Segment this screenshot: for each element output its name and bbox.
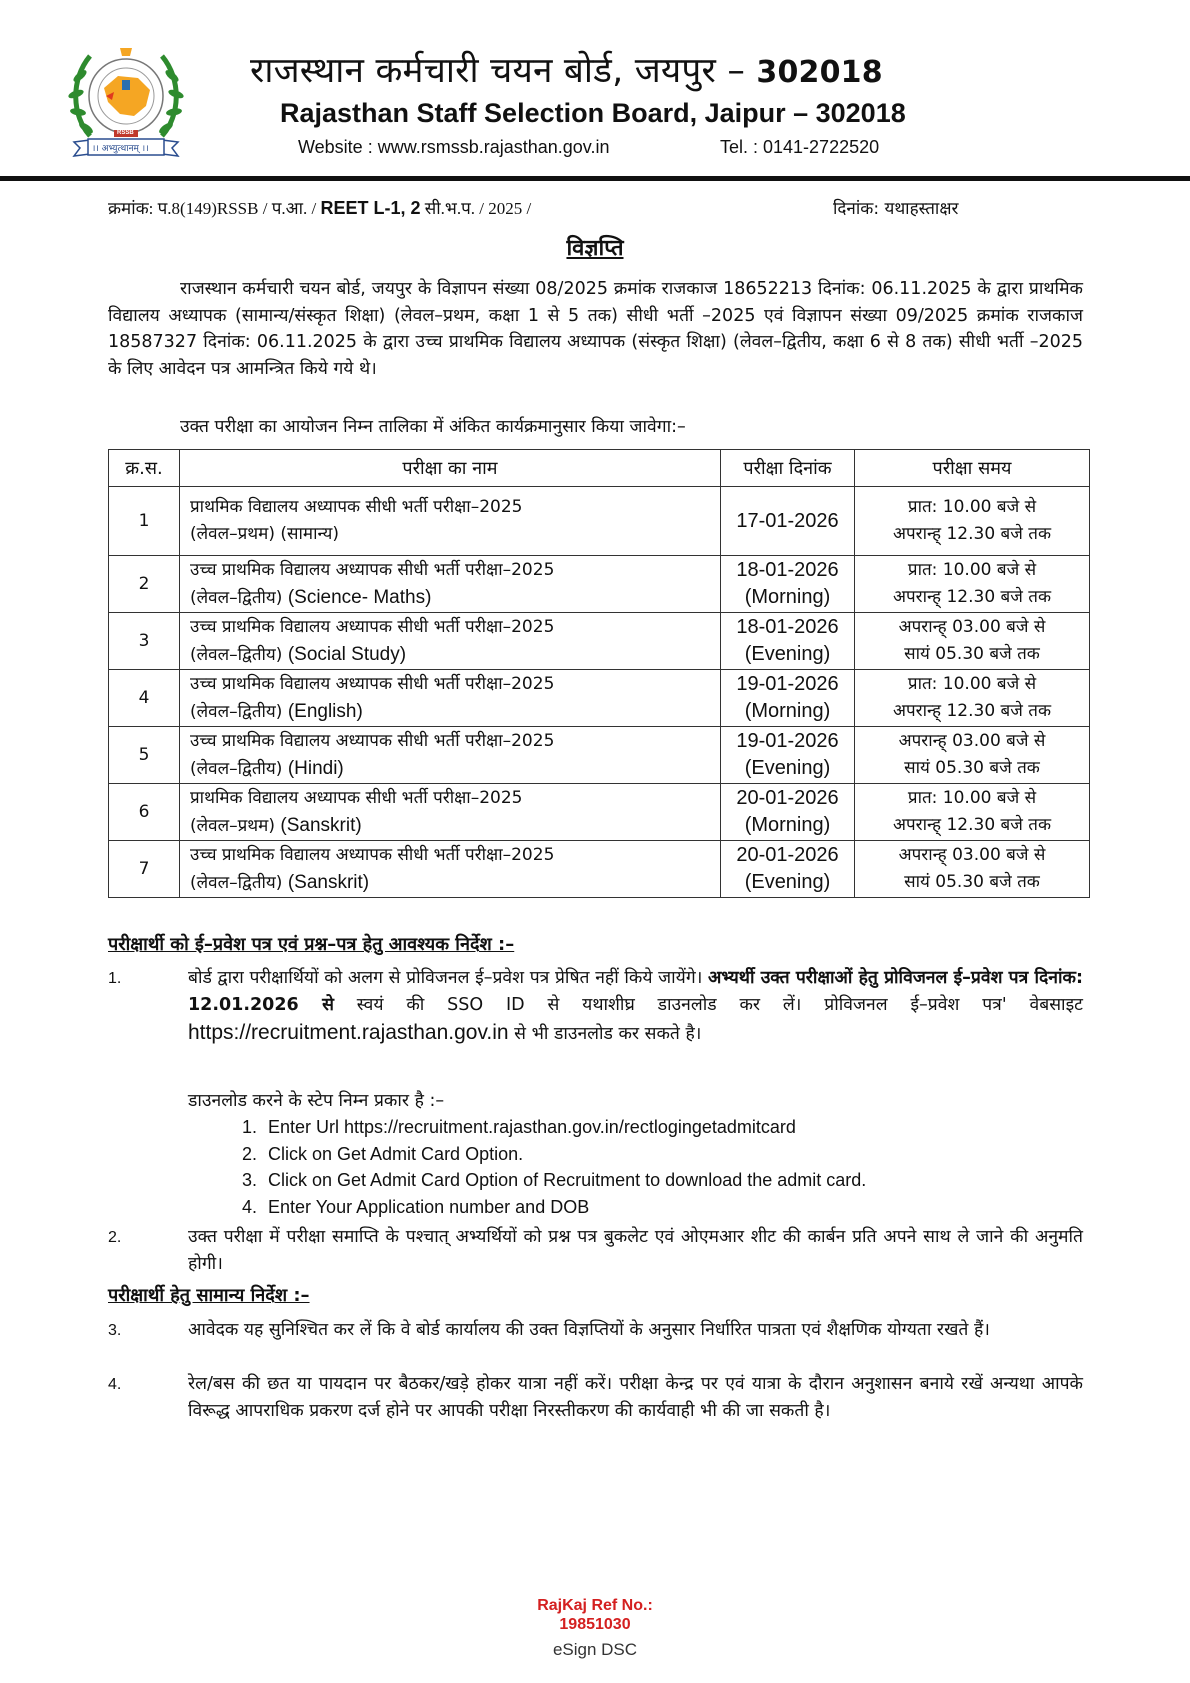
instruction-item-2 bbox=[108, 1224, 1083, 1278]
cell-serial: 6 bbox=[109, 784, 180, 841]
exam-name-detail bbox=[190, 584, 710, 612]
exam-date: 20-01-2026 bbox=[736, 787, 839, 809]
exam-name-detail bbox=[190, 812, 710, 840]
item-text: उक्त परीक्षा में परीक्षा समाप्ति के पश्चात् अभ्यर्थियों को प्रश्न पत्र बुकलेट एवं ओएमआर शीट की कार्बन प्रति अपने साथ ले जाने की अनुमति होगी। bbox=[188, 1227, 1083, 1274]
exam-time-end: अपरान्ह् 12.30 बजे तक bbox=[892, 701, 1052, 721]
table-row bbox=[109, 670, 1090, 727]
cell-exam-date bbox=[721, 727, 855, 784]
table-row bbox=[109, 613, 1090, 670]
download-step: 4. Enter Your Application number and DOB bbox=[262, 1194, 866, 1221]
header-exam-time: परीक्षा समय bbox=[855, 450, 1090, 487]
cell-exam-time bbox=[855, 727, 1090, 784]
exam-date: 19-01-2026 bbox=[736, 673, 839, 695]
cell-serial: 7 bbox=[109, 841, 180, 898]
cell-exam-name bbox=[180, 613, 721, 670]
table-header-row bbox=[109, 450, 1090, 487]
exam-name-detail bbox=[190, 521, 710, 548]
cell-exam-name bbox=[180, 487, 721, 556]
exam-name-line: उच्च प्राथमिक विद्यालय अध्यापक सीधी भर्ती परीक्षा–2025 bbox=[190, 844, 555, 865]
exam-time-start: अपरान्ह् 03.00 बजे से bbox=[898, 617, 1046, 637]
rajkaj-ref-label: RajKaj Ref No.: bbox=[537, 1597, 653, 1614]
item-number: 4. bbox=[108, 1376, 122, 1393]
exam-date: 20-01-2026 bbox=[736, 844, 839, 866]
exam-subject: (सामान्य) bbox=[280, 524, 339, 544]
schedule-intro: उक्त परीक्षा का आयोजन निम्न तालिका में अंकित कार्यक्रमानुसार किया जावेगा:– bbox=[180, 417, 686, 437]
general-instructions-heading: परीक्षार्थी हेतु सामान्य निर्देश :– bbox=[108, 1285, 310, 1306]
exam-subject: (Hindi) bbox=[287, 757, 344, 779]
exam-time-end: अपरान्ह् 12.30 बजे तक bbox=[892, 815, 1052, 835]
exam-level: (लेवल–द्वितीय) bbox=[190, 587, 283, 608]
board-pincode: 302018 bbox=[756, 55, 883, 90]
exam-name-line: उच्च प्राथमिक विद्यालय अध्यापक सीधी भर्ती परीक्षा–2025 bbox=[190, 616, 555, 637]
item1-text-a: बोर्ड द्वारा परीक्षार्थियों को अलग से प्रोविजनल ई–प्रवेश पत्र प्रेषित नहीं किये जायेंगे। bbox=[188, 968, 708, 988]
exam-name-line: उच्च प्राथमिक विद्यालय अध्यापक सीधी भर्ती परीक्षा–2025 bbox=[190, 559, 555, 580]
item-text bbox=[188, 965, 1083, 1048]
item1-text-c: से भी डाउनलोड कर सकते है। bbox=[508, 1024, 702, 1044]
logo-badge: RSSB bbox=[117, 130, 134, 136]
exam-subject: (English) bbox=[287, 700, 363, 722]
exam-schedule-table bbox=[108, 449, 1090, 898]
download-steps-list bbox=[230, 1114, 866, 1220]
exam-date: 18-01-2026 bbox=[736, 616, 839, 638]
exam-shift: (Evening) bbox=[744, 871, 831, 893]
exam-shift: (Evening) bbox=[744, 757, 831, 779]
reference-suffix: सी.भ.प. / 2025 / bbox=[420, 199, 532, 218]
logo-motto: ।। अभ्युत्थानम् ।। bbox=[92, 144, 149, 154]
item-text: आवेदक यह सुनिश्चित कर लें कि वे बोर्ड कार्यालय की उक्त विज्ञप्तियों के अनुसार निर्धारित पात्रता एवं शैक्षणिक योग्यता रखते हैं। bbox=[188, 1320, 990, 1340]
cell-exam-name bbox=[180, 727, 721, 784]
item-number: 3. bbox=[108, 1322, 122, 1339]
exam-subject: (Sanskrit) bbox=[287, 871, 370, 893]
cell-exam-date bbox=[721, 841, 855, 898]
website-link[interactable]: Website : www.rsmssb.rajasthan.gov.in bbox=[298, 137, 610, 157]
exam-level: (लेवल–प्रथम) bbox=[190, 524, 275, 544]
exam-date: 17-01-2026 bbox=[736, 509, 839, 532]
exam-time-end: सायं 05.30 बजे तक bbox=[904, 872, 1040, 892]
cell-exam-date bbox=[721, 487, 855, 556]
notice-title: विज्ञप्ति bbox=[566, 236, 624, 261]
reference-date: दिनांक: यथाहस्ताक्षर bbox=[833, 199, 959, 219]
admit-card-instructions-heading: परीक्षार्थी को ई–प्रवेश पत्र एवं प्रश्न–पत्र हेतु आवश्यक निर्देश :– bbox=[108, 934, 515, 955]
instruction-item-1 bbox=[108, 965, 1083, 1048]
instruction-item-4 bbox=[108, 1371, 1083, 1425]
reference-number bbox=[108, 196, 531, 219]
esign-label: eSign DSC bbox=[552, 1640, 638, 1659]
exam-name-line: उच्च प्राथमिक विद्यालय अध्यापक सीधी भर्ती परीक्षा–2025 bbox=[190, 730, 555, 751]
cell-serial: 5 bbox=[109, 727, 180, 784]
cell-exam-name bbox=[180, 556, 721, 613]
download-step: 1. Enter Url https://recruitment.rajasthan.gov.in/rectlogingetadmitcard bbox=[262, 1114, 866, 1141]
item-text: रेल/बस की छत या पायदान पर बैठकर/खड़े होकर यात्रा नहीं करें। परीक्षा केन्द्र पर एवं यात्रा के दौरान अनुशासन बनाये रखें अन्यथा आपके विरूद्ध आपराधिक प्रकरण दर्ज होने पर आपकी परीक्षा निरस्तीकरण की कार्यवाही भी की जा सकती है। bbox=[188, 1374, 1083, 1421]
cell-exam-time bbox=[855, 613, 1090, 670]
instruction-item-3 bbox=[108, 1317, 1083, 1344]
exam-name-detail bbox=[190, 869, 710, 897]
item1-bold-text: अभ्यर्थी उक्त परीक्षाओं हेतु प्रोविजनल ई–प्रवेश पत्र दिनांक: 12.01.2026 से bbox=[188, 968, 1083, 1015]
exam-time-start: प्रात: 10.00 बजे से bbox=[907, 788, 1037, 808]
intro-paragraph: राजस्थान कर्मचारी चयन बोर्ड, जयपुर के विज्ञापन संख्या 08/2025 क्रमांक राजकाज 18652213 दिनांक: 06.11.2025 के द्वारा प्राथमिक विद्यालय अध्यापक (सामान्य/संस्कृत शिक्षा) (लेवल–प्रथम, कक्षा 1 से 5 तक) सीधी भर्ती –2025 एवं विज्ञापन संख्या 09/2025 क्रमांक राजकाज 18587327 दिनांक: 06.11.2025 के द्वारा उच्च प्राथमिक विद्यालय अध्यापक (संस्कृत शिक्षा) (लेवल–द्वितीय, कक्षा 6 से 8 तक) सीधी भर्ती –2025 के लिए आवेदन पत्र आमन्त्रित किये गये थे। bbox=[108, 279, 1083, 379]
cell-serial: 4 bbox=[109, 670, 180, 727]
rajkaj-reference bbox=[0, 1596, 1190, 1634]
telephone-number: Tel. : 0141-2722520 bbox=[720, 137, 880, 157]
exam-time-start: प्रात: 10.00 बजे से bbox=[907, 560, 1037, 580]
cell-exam-time bbox=[855, 487, 1090, 556]
download-step: 3. Click on Get Admit Card Option of Recruitment to download the admit card. bbox=[262, 1167, 866, 1194]
cell-exam-name bbox=[180, 670, 721, 727]
exam-name-detail bbox=[190, 641, 710, 669]
exam-level: (लेवल–प्रथम) bbox=[190, 815, 275, 836]
reference-prefix: क्रमांक: प.8(149)RSSB / प.आ. / bbox=[108, 199, 321, 218]
exam-name-line: प्राथमिक विद्यालय अध्यापक सीधी भर्ती परीक्षा–2025 bbox=[190, 497, 523, 517]
cell-exam-time bbox=[855, 784, 1090, 841]
download-steps-intro: डाउनलोड करने के स्टेप निम्न प्रकार है :– bbox=[188, 1091, 445, 1111]
header-serial: क्र.स. bbox=[109, 450, 180, 487]
exam-level: (लेवल–द्वितीय) bbox=[190, 644, 283, 665]
table-row bbox=[109, 841, 1090, 898]
exam-time-start: अपरान्ह् 03.00 बजे से bbox=[898, 731, 1046, 751]
exam-date: 19-01-2026 bbox=[736, 730, 839, 752]
exam-name-line: उच्च प्राथमिक विद्यालय अध्यापक सीधी भर्ती परीक्षा–2025 bbox=[190, 673, 555, 694]
exam-subject: (Sanskrit) bbox=[280, 814, 362, 836]
exam-time-start: प्रात: 10.00 बजे से bbox=[907, 497, 1037, 517]
cell-exam-time bbox=[855, 841, 1090, 898]
reference-exam-code: REET L-1, 2 bbox=[320, 198, 421, 218]
cell-exam-date bbox=[721, 556, 855, 613]
table-row bbox=[109, 727, 1090, 784]
cell-serial: 3 bbox=[109, 613, 180, 670]
exam-name-detail bbox=[190, 698, 710, 726]
download-step: 2. Click on Get Admit Card Option. bbox=[262, 1141, 866, 1168]
recruitment-website-link[interactable]: https://recruitment.rajasthan.gov.in bbox=[188, 1021, 509, 1044]
cell-exam-name bbox=[180, 841, 721, 898]
exam-subject: (Social Study) bbox=[287, 643, 407, 665]
cell-serial: 2 bbox=[109, 556, 180, 613]
exam-subject: (Science- Maths) bbox=[287, 586, 432, 608]
cell-exam-date bbox=[721, 784, 855, 841]
item1-text-b: स्वयं की SSO ID से यथाशीघ्र डाउनलोड कर लें। प्रोविजनल ई–प्रवेश पत्र' वेबसाइट bbox=[333, 995, 1083, 1015]
item-number: 2. bbox=[108, 1229, 122, 1246]
exam-time-end: सायं 05.30 बजे तक bbox=[904, 644, 1040, 664]
exam-time-start: प्रात: 10.00 बजे से bbox=[907, 674, 1037, 694]
cell-serial: 1 bbox=[109, 487, 180, 556]
board-title-english: Rajasthan Staff Selection Board, Jaipur – 302018 bbox=[280, 98, 906, 128]
board-title-hindi-text: राजस्थान कर्मचारी चयन बोर्ड, जयपुर – bbox=[250, 51, 746, 91]
exam-level: (लेवल–द्वितीय) bbox=[190, 701, 283, 722]
exam-time-end: अपरान्ह् 12.30 बजे तक bbox=[892, 524, 1052, 544]
exam-shift: (Morning) bbox=[744, 814, 831, 836]
cell-exam-time bbox=[855, 556, 1090, 613]
exam-shift: (Morning) bbox=[744, 586, 831, 608]
cell-exam-time bbox=[855, 670, 1090, 727]
exam-time-end: सायं 05.30 बजे तक bbox=[904, 758, 1040, 778]
exam-level: (लेवल–द्वितीय) bbox=[190, 872, 283, 893]
exam-time-start: अपरान्ह् 03.00 बजे से bbox=[898, 845, 1046, 865]
table-row bbox=[109, 556, 1090, 613]
header-exam-name: परीक्षा का नाम bbox=[180, 450, 721, 487]
cell-exam-date bbox=[721, 670, 855, 727]
exam-shift: (Evening) bbox=[744, 643, 831, 665]
exam-level: (लेवल–द्वितीय) bbox=[190, 758, 283, 779]
rajkaj-ref-number: 19851030 bbox=[559, 1616, 631, 1633]
exam-time-end: अपरान्ह् 12.30 बजे तक bbox=[892, 587, 1052, 607]
item-number: 1. bbox=[108, 970, 122, 987]
exam-name-detail bbox=[190, 755, 710, 783]
header-divider bbox=[0, 176, 1190, 181]
cell-exam-date bbox=[721, 613, 855, 670]
exam-shift: (Morning) bbox=[744, 700, 831, 722]
cell-exam-name bbox=[180, 784, 721, 841]
table-row bbox=[109, 784, 1090, 841]
header-exam-date: परीक्षा दिनांक bbox=[721, 450, 855, 487]
exam-date: 18-01-2026 bbox=[736, 559, 839, 581]
table-row bbox=[109, 487, 1090, 556]
board-title-hindi bbox=[250, 46, 883, 93]
exam-name-line: प्राथमिक विद्यालय अध्यापक सीधी भर्ती परीक्षा–2025 bbox=[190, 787, 523, 808]
